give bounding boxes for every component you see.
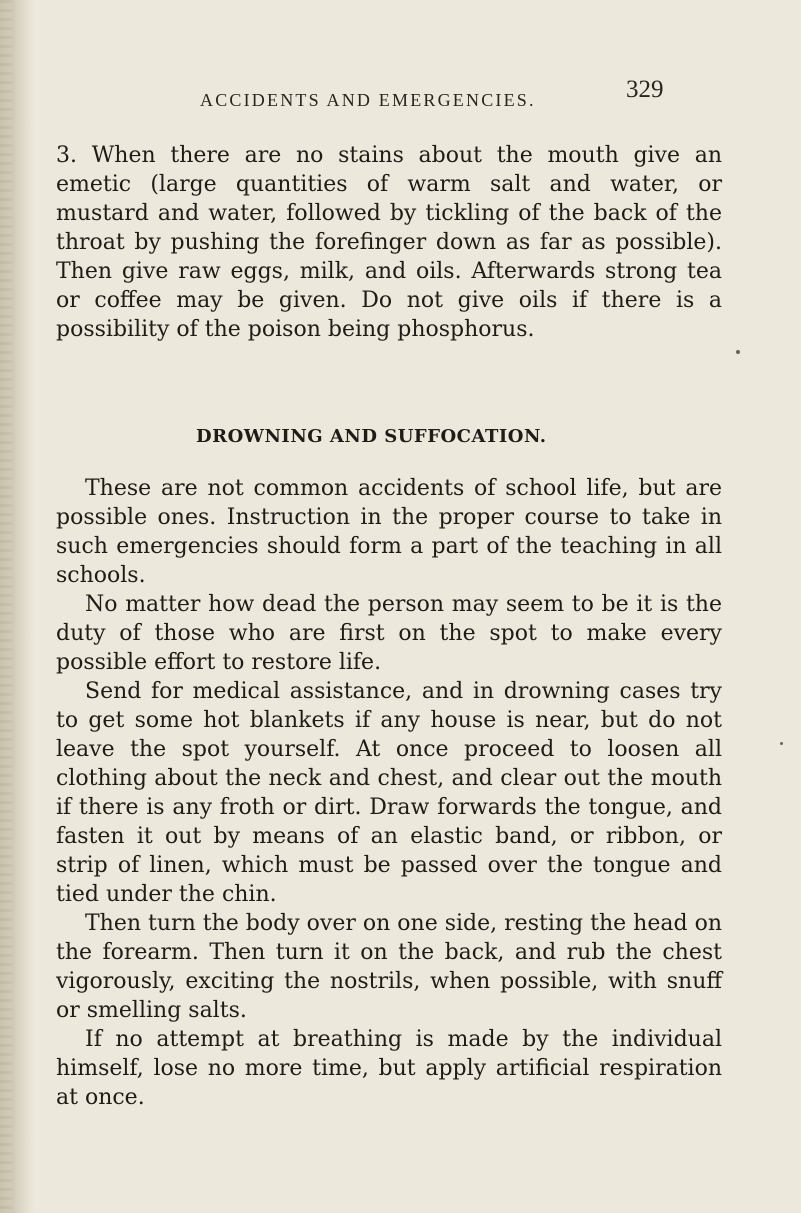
running-head: ACCIDENTS AND EMERGENCIES.	[200, 90, 536, 110]
page-gutter-texture	[0, 0, 12, 1213]
paragraph: If no attempt at breathing is made by the individual himself, lose no more time, but apply artificial respiration at once.	[56, 1027, 722, 1110]
print-speck	[736, 350, 740, 354]
paragraph: Send for medical assistance, and in drowning cases try to get some hot blankets if any house is near, but do not leave the spot yourself. At once proceed to loosen all clothing about the neck and chest, and clear out the mouth if there is any froth or dirt. Draw forwards the tongue, and fasten it out by means of an elastic band, or ribbon, or strip of linen, which must be passed over the tongue and tied under the chin.	[56, 679, 722, 907]
paragraph: Then turn the body over on one side, resting the head on the forearm. Then turn it on the back, and rub the chest vigorously, exciting the nostrils, when possible, with snuff or smelling salts.	[56, 911, 722, 1023]
paragraph: No matter how dead the person may seem to be it is the duty of those who are first on the spot to make every possible effort to restore life.	[56, 592, 722, 675]
page-number: 329	[626, 76, 664, 103]
print-speck	[780, 742, 783, 745]
section-heading: DROWNING AND SUFFOCATION.	[196, 426, 547, 447]
paragraph: These are not common accidents of school life, but are possible ones. Instruction in the proper course to take in such emergencies should form a part of the teaching in all schools.	[56, 476, 722, 588]
numbered-item-3	[56, 141, 722, 344]
section-body	[56, 474, 722, 1112]
item-3-text: 3. When there are no stains about the mouth give an emetic (large quantities of warm salt and water, or mustard and water, followed by tickling of the back of the throat by pushing the forefinger down as far as possible). Then give raw eggs, milk, and oils. Afterwards strong tea or coffee may be given. Do not give oils if there is a possibility of the poison being phosphorus.	[56, 143, 722, 342]
